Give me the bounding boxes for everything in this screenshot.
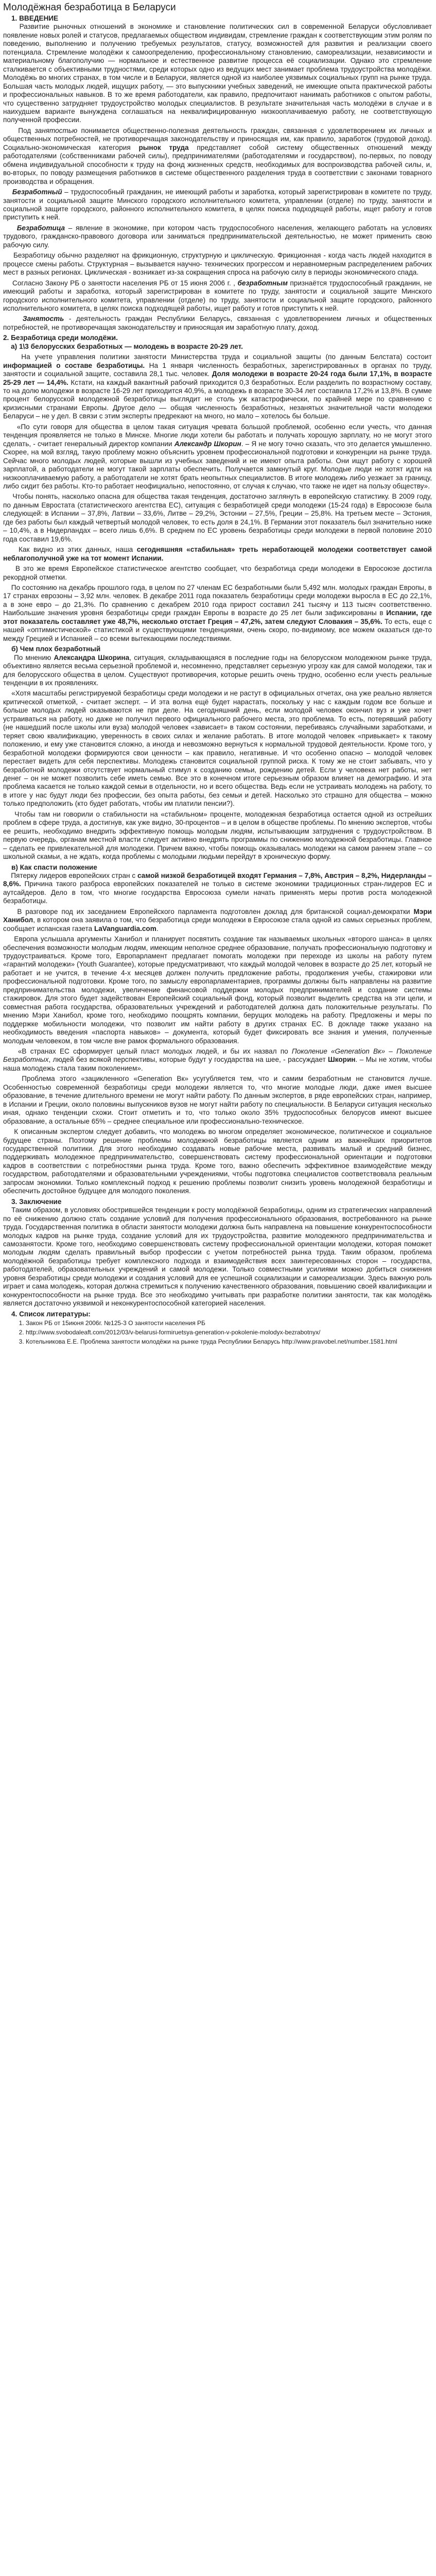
text-run: По мнению xyxy=(13,653,54,662)
text-run: – явление в экономике, при котором часть трудоспособного населения, желающего работать на условиях трудового, гражданско-правового договора или заниматься предпринимательской деятельностью, не может применить свою рабочую силу. xyxy=(3,224,432,249)
paragraph xyxy=(3,872,432,906)
section-heading: б) Чем плох безработный xyxy=(11,645,101,653)
section-heading: в) Как спасти положение xyxy=(11,863,97,871)
bold-text: информацией о составе безработицы. xyxy=(3,361,145,369)
text-run: По состоянию на декабрь прошлого года, в целом по 27 членам ЕС безработными были 5,492 млн. молодых граждан Европы, в 17 странах еврозоны – 3,92 млн. человек. В декабре 2011 года показатель безработицы среди молодежи выросла в ЕС до 22,1%, а в зоне евро – до 21,3%. По сравнению с декабрем 2010 года прирост составил 241 тысячу и 113 тысяч соответственно. Наибольшие значения уровня безработицы среди граждан Европы в возрасте до 25 лет были зафиксированы в xyxy=(3,584,432,617)
text-run: «В странах ЕС сформирует целый пласт молодых людей, и бы их назвал по xyxy=(18,1047,292,1056)
text-run: «По сути говоря для общества в целом такая ситуация чревата большой проблемой, особенно если учесть, что данная тенденция проявляется не только в Минске. Многие люди хотели бы работать и получать хорошую зарплату, но не могут этого сделать, - считает генеральный директор компании xyxy=(3,422,432,448)
text-run: – xyxy=(385,1047,397,1056)
paragraph xyxy=(3,584,432,643)
text-run: Согласно Закону РБ о занятости населения РБ от 15 июня 2006 г. , xyxy=(12,279,238,287)
paragraph xyxy=(3,810,432,861)
text-run: Чтобы там ни говорили о стабильности на «стабильном» проценте, молодежная безработица остается одной из острейших проблем в сфере труда, а достигнув, как уже видно, 30-процентов – и в целом в обществе проблемы. По мнению экспертов, чтобы ее решить, необходимо внедрить эффективную помощь молодым людям, испытывающим затруднения с трудоустройством. В первую очередь, органам местной власти следует активно внедрять программы по снижению молодежной безработицы. Главное – сделать ее привлекательной для молодежи. Причем важно, чтобы помощь оказывалась молодежи на самом раннем этапе – со школьной скамьи, а не ждать, когда проблемы с молодыми людьми перейдут в хроническую форму. xyxy=(3,810,432,861)
text-run: Пятерку лидеров европейских стран с xyxy=(11,871,137,879)
bold-text: Шкорин xyxy=(328,1056,356,1064)
paragraph xyxy=(3,127,432,186)
text-run: . xyxy=(156,924,159,933)
document-body xyxy=(3,14,432,1318)
text-run: К описанным экспертом следует добавить, что молодежь во многом определяет экономическое, политическое и социальное будущее страны. Поэтому решение проблемы молодежной безработицы является одним из важнейших приоритетов государственной политики. Для этого необходимо создавать новые рабочие места, развивать малый и средний бизнес, поддерживать молодежное предпринимательство, совершенствовать систему профессиональной ориентации и подготовки кадров в соответствии с потребностями рынка труда. Кроме того, важно обеспечить эффективное взаимодействие между государством, работодателями и образовательными учреждениями, чтобы подготовка специалистов соответствовала реальным запросам экономики. Только комплексный подход к решению проблемы позволит снизить уровень молодежной безработицы и обеспечить достойное будущее для молодого поколения. xyxy=(3,1128,432,1195)
text-run: Европа услышала аргументы Ханибол и планирует посвятить создание так называемых школьных «второго шанса» в целях обеспечения возможности молодым людям, имеющим неполное среднее образование, получать профессиональную подготовку и трудоустраиваться. Кроме того, Европарламент предлагает помогать молодежи при переходе из школы на работу путем «гарантий молодежи» (Youth Guarantee), которые предусматривают, что каждый молодой человек в возрасте до 25 лет, который не работает и не учится, в течение 4-х месяцев должен получить предложение работы, продолжения учебы, стажировки или профессиональной подготовки. Кроме того, по замыслу европарламентариев, программы должны быть направлены на развитие предпринимательства молодежи, увеличение финансовой поддержки молодых предпринимателей и создание системы стажировок. Для этого будет задействован Европейский социальный фонд, который позволит выделить средства на эти цели, и совместная работа государства, образовательных учреждений и работодателей должна дать положительные результаты. По мнению Мэри Ханибол, кроме того, необходимо поощрять компании, берущих молодежь на работу. Предложены и меры по поддержке мобильности молодежи, что позволит им найти работу в других странах ЕС. В докладе также указано на необходимость введения «паспорта навыков» – документа, который будет фиксировать все знания и умения, полученные молодым человеком, в том числе вне рамок формального образования. xyxy=(3,935,432,1045)
paragraph xyxy=(3,353,432,421)
text-run: В разговоре под их заседанием Европейского парламента подготовлен доклад для британской социал-демократки xyxy=(17,907,414,916)
text-run: признаётся трудоспособный гражданин, не имеющий работы и заработка, который зарегистрирован в комитете по труду, занятости и социальной защите Минского городского исполнительного комитета, управлении (отделе) по труду, занятости и социальной защите городского, районного исполнительного комитета, в целях поиска подходящей работы, ищет работу и готов приступить к ней. xyxy=(3,279,432,312)
paragraph xyxy=(3,279,432,313)
text-run: Как видно из этих данных, наша xyxy=(19,546,137,554)
bold-text: Безработный xyxy=(12,188,62,196)
section-heading: 1. ВВЕДЕНИЕ xyxy=(11,14,59,22)
paragraph xyxy=(3,1206,432,1308)
text-run: Развитие рыночных отношений в экономике и становление политических сил в современной Беларуси обусловливает появление новых ролей и статусов, предлагаемых обществом индивидам, стремление граждан к соответствующим этим ролям по поведению, выполнению и получению требуемых результатов, статусу, возможностей для развития и реализации своего потенциала. Стремление молодёжи к самоопределению, профессиональному становлению, самореализации, независимости и материальному благополучию — нормальное и естественное развитие процесса её социализации. Однако это стремление сталкивается с объективными трудностями, среди которых одно из ведущих мест занимает проблема трудоустройства молодёжи. Молодёжь во многих странах, в том числе и в Беларуси, является одной из наиболее уязвимых социальных групп на рынке труда. Большая часть молодых людей, ищущих работу, — это выпускники учебных заведений, не имеющие опыта практической работы и профессиональных навыков. В то же время работодатели, как правило, предпочитают нанимать работников с опытом работы, что существенно затрудняет трудоустройство молодых специалистов. В результате значительная часть молодёжи в случае и в наихудшем варианте вынуждена соглашаться на неквалифицированную низкооплачиваемую работу, не соответствующую полученной профессии. xyxy=(3,23,432,124)
paragraph xyxy=(3,315,432,332)
paragraph xyxy=(3,423,432,491)
paragraph xyxy=(3,1128,432,1196)
reference-item: 3. Котельникова Е.Е. Проблема занятости молодёжи на рынке труда Республики Беларусь http://www.pravobel.net/number.1581.html xyxy=(26,1338,432,1346)
bold-text: LaVanguardia.com xyxy=(94,924,156,933)
text-run: , ситуация, складывающаяся в последние годы на белорусском молодежном рынке труда, объективно является весьма серьезной проблемой и, несомненно, представляет серьезную угрозу как для самой молодежи, так и для белорусского общества в целом. Существуют противоречия, которые решить очень трудно, особенно если учесть реальные тенденции в их проявлениях. xyxy=(3,653,432,687)
bold-text: Александра Шкорина xyxy=(54,653,130,662)
text-run: Кстати, на каждый вакантный рабочий приходится 0,3 безработных. Если разделить по возрастному составу, то на долю молодежи в возрасте 16-29 лет приходится 40,9%, а молодежь в возрасте 30-34 лет составила 17,2% и 13,8%. В сумме процент белорусской молодежной безработицы выглядит не столь уж катастрофически, по крайней мере по сравнению с кризисными странами Европы. Другое дело — общая численность безработных, незанятых значительной части молодежи Беларуси – не у дел. В связи с этим эксперты предрекают на много, но мало – хотелось бы больше. xyxy=(3,378,432,420)
text-run: – трудоспособный гражданин, не имеющий работы и заработка, который зарегистрирован в комитете по труду, занятости и социальной защите Минского городского исполнительного комитета, управлении (отделе) по труду, занятости и социальной защите городского, районного исполнительного комитета, в целях поиска подходящей работы, ищет работу и готов приступить к ней. xyxy=(3,188,432,222)
bold-text: безработным xyxy=(237,279,288,287)
section-heading: 4. Список литературы: xyxy=(11,1310,91,1318)
paragraph xyxy=(3,689,432,808)
text-run: . – Мы не хотим, чтобы наша молодежь стала таким поколением». xyxy=(3,1056,432,1072)
bold-text: Занятость xyxy=(22,315,64,323)
section-heading: 3. Заключение xyxy=(11,1197,62,1206)
text-run: , людей без всякой перспективы, которые будут у государства на шее, - рассуждает xyxy=(48,1056,328,1064)
reference-item: 1. Закон РБ от 15июня 2006г. №125-3 О занятости населения РБ xyxy=(26,1319,432,1327)
paragraph xyxy=(3,188,432,222)
page-title: Молодёжная безработица в Беларуси xyxy=(3,2,176,13)
paragraph xyxy=(3,935,432,1045)
bold-text: сегодняшняя «стабильная» треть неработающей молодежи соответствует самой неблагополучной уже на тот момент Испании. xyxy=(3,546,432,562)
paragraph xyxy=(3,908,432,933)
paragraph xyxy=(3,565,432,582)
reference-list xyxy=(3,1319,432,1346)
text-run: . – Я не могу точно сказать, что это делается умышленно. Скорее, на мой взгляд, такую проблему можно объяснить уровнем профессиональной подготовки и конкуренции на рынке труда. Сейчас много молодых людей, которые вышли из учебных заведений и не имеют опыта работы. Они ищут работу с хорошей зарплатой, а работодатели не могут такой зарплаты обеспечить. Получается замкнутый круг. Молодые люди не хотят идти на низкооплачиваемую работу, а работодатели не хотят брать неопытных специалистов. В итоге молодежь либо уезжает за границу, либо сидит без работы. Кто-то работает неофициально, непостоянно, от случая к случаю, что также не идет на пользу обществу». xyxy=(3,439,432,490)
reference-item: 2. http://www.svobodaleaft.com/2012/03/v-belarusi-formiruetsya-generation-v-pokolenie-molodyx-bezrabotnyx/ xyxy=(26,1329,432,1336)
text-run: В это же время Европейское статистическое агентство сообщает, что безработица среди молодежи в Евросоюзе достигла рекордной отметки. xyxy=(3,565,432,581)
section-heading: 2. Безработица среди молодёжи. xyxy=(3,334,118,342)
bold-text: а) 1\3 белорусских безработных — молодежь в возрасте 20-29 лет. xyxy=(11,342,243,350)
text-run: - деятельность граждан Республики Беларусь, связанная с удовлетворением личных и общественных потребностей, не противоречащая законодательству и приносящая им заработную плату, доход. xyxy=(3,315,432,331)
bold-text: Александр Шкорин xyxy=(174,439,241,448)
paragraph xyxy=(3,251,432,277)
italic-text: Поколение Безработных xyxy=(3,1047,432,1064)
paragraph xyxy=(3,493,432,544)
paragraph xyxy=(3,546,432,563)
text-run: Под xyxy=(18,126,35,134)
italic-text: Поколение «Generation Вк» xyxy=(291,1047,386,1056)
bold-text: Доля молодежи в возрасте 20-24 года были 17,1%, в возрасте 25-29 лет — 14,4%. xyxy=(3,370,432,386)
text-run: «Хотя масштабы регистрируемой безработицы среди молодежи и не растут в официальных отчетах, она уже реально является критической отметкой, - считает эксперт. – И эта волна ещё будет нарастать, поскольку у нас с каждым годом все больше и больше молодых людей оказываются не при деле. На сегодняшний день, если молодой человек окончил вуз и уже хочет устраиваться на работу, но даже не получил первого официального рабочего места, это проблема. То есть, потерявший работу (не нашедший после школы или вуза) молодой человек «зависает» в таком состоянии, перебиваясь случайными заработками, и теряет свою квалификацию, уверенность в своих силах и желание работать. В итоге молодой человек «привыкает» к такому положению, и ему уже становится сложно, а иногда и невозможно вернуться к нормальной трудовой деятельности. Кроме того, у безработной молодежи формируются свои ценности – как правило, негативные. И что особенно опасно – молодой человек перестает видеть для себя перспективы. Молодежь становится социальной группой риска. К тому же не стоит забывать, что у безработной молодежи отсутствует нормальный стимул к созданию семьи, рождению детей. Если у человека нет работы, нет денег – он не может позволить себе иметь семью. Все это в конечном итоге серьезным образом влияет на демографию. И эта проблема касается не только каждой семьи в отдельности, но и всего общества. Ведь если не устраивать молодежь на работу, то в итоге у нас будут люди без профессии, без опыта работы, без семьи и детей. Насколько это страшно для общества – можно только предположить (кто будет работать, чтобы им платили пенсии?). xyxy=(3,689,432,808)
paragraph xyxy=(3,224,432,249)
text-run: То есть, еще с нашей «оптимистической» статистикой и существующими тенденциями, очень скоро, по-видимому, все можем оказаться где-то между Грецией и Испанией – со всеми вытекающими последствиями. xyxy=(3,617,432,642)
text-run: Проблема этого «зацикленного «Generation Вк» усугубляется тем, что и самим безработным не становится лучше. Особенностью современной безработицы среди молодежи является то, что многие молодые люди, даже имея высшее образование, в течение длительного времени не могут найти работу. По данным экспертов, в ряде европейских стран, например, в Испании и Греции, около половины выпускников вузов не могут найти работу по специальности. В Беларуси ситуация несколько иная, однако тенденции схожи. Стоит отметить и то, что только около 35% трудоспособных белорусов имеют высшее образование, а остальные 65% – среднее специальное или профессионально-техническое. xyxy=(3,1075,432,1125)
paragraph xyxy=(3,1075,432,1126)
bold-text: Испании, где этот показатель составляет уже 48,7%, несколько отстает Греция – 47,2%, затем следуют Словакия – 35,6%. xyxy=(3,609,432,625)
bold-text: рынок труда xyxy=(138,143,189,151)
text-run: понимается общественно-полезная деятельность граждан, связанная с удовлетворением их личных и общественных потребностей, не противоречащая законодательству и приносящая им, как правило, заработок (трудовой доход). Социально-экономическая категория xyxy=(3,126,432,151)
bold-text: самой низкой безработицей входят Германия – 7,8%, Австрия – 8,2%, Нидерланды – 8,6%. xyxy=(3,871,432,888)
paragraph xyxy=(3,1047,432,1073)
text-run: На учете управления политики занятости Министерства труда и социальной защиты (по данным Белстата) состоит xyxy=(21,353,432,361)
italic-text: занятостью xyxy=(34,126,78,134)
paragraph xyxy=(3,654,432,688)
bold-text: Безработица xyxy=(16,224,65,232)
text-run: На 1 января численность безработных, зарегистрированных в органах по труду, занятости и социальной защите, составила 28,1 тыс. человек. xyxy=(3,361,432,378)
bold-text: Мэри Ханибол xyxy=(3,907,432,924)
text-run: представляет собой систему общественных отношений между работодателями (собственниками рабочей силы), предпринимателями (работодателями и государством), по-первых, по поводу обмена индивидуальной способности к труду на фонд жизненных средств, необходимых для воспроизводства рабочей силы, и, во-вторых, по поводу размещения работников в системе общественного разделения труда в соответствии с законами товарного производства и обращения. xyxy=(3,143,432,185)
text-run: Чтобы понять, насколько опасна для общества такая тенденция, достаточно заглянуть в европейскую статистику. В 2009 году, по данным Евростата (статистического агентства ЕС), ситуация с безработицей среди молодежи (15-24 года) в Евросоюзе была следующей: в Испании – 37,8%, Латвии – 33,6%, Литве – 29,2%, Эстонии – 27,5%, Греции – 25,8%. На третьем месте – Эстония, где без работы был каждый четвертый молодой человек, то есть доля в 24,1%. В Германии этот показатель был значительно ниже – 10,4%, а в Нидерландах – всего лишь 6,6%. В среднем по ЕС уровень безработицы среди молодежи в первой половине 2010 года составил 19,6%. xyxy=(3,493,432,543)
text-run: Причина такого разброса европейских показателей не только в системе экономики традиционных стран-лидеров ЕС и аутсайдеров. Дело в том, что многие государства Евросоюза сумели начать применять меры против роста молодежной безработицы. xyxy=(3,880,432,905)
text-run: Безработицу обычно разделяют на фрикционную, структурную и циклическую. Фрикционная - когда часть людей находится в процессе смены работы. Структурная – вызывается научно- технических прогрессом и неравномерным распределением рабочих мест в разных регионах. Циклическая - возникает из-за сокращения спроса на рабочую силу в периоды экономического спада. xyxy=(3,251,432,277)
text-run: Таким образом, в условиях обострившейся тенденции к росту молодёжной безработицы, одним из стратегических направлений по её снижению должно стать создание условий для получения профессионального образования, востребованного на рынке труда. Государственная политика в области занятости молодежи должна быть направлена на повышение конкурентоспособности молодых кадров на рынке труда, создание условий для их трудоустройства, развитие молодежного предпринимательства и самозанятости. Кроме того, необходимо совершенствовать систему профессиональной ориентации молодежи, которая поможет молодым людям сделать правильный выбор профессии с учетом потребностей рынка труда. Таким образом, проблема молодёжной безработицы требует комплексного подхода и взаимодействия всех заинтересованных сторон – государства, работодателей, образовательных учреждений и самой молодежи. Только совместными усилиями можно добиться снижения уровня безработицы среди молодежи и создания условий для ее успешной социализации и самореализации. Здесь важную роль играет и сама молодежь, которая должна стремиться к получению качественного образования, повышению своей квалификации и конкурентоспособности на рынке труда. Все это необходимо учитывать при разработке политики занятости, так как молодёжь является достаточно уязвимой и неконкурентоспособной категорией населения. xyxy=(3,1206,432,1308)
paragraph xyxy=(3,23,432,124)
paragraph xyxy=(3,343,432,351)
text-run: , в котором она заявила о том, что безработица среди молодежи в Евросоюзе стала одной из самых серьезных проблем, сообщает испанская газета xyxy=(3,916,432,933)
